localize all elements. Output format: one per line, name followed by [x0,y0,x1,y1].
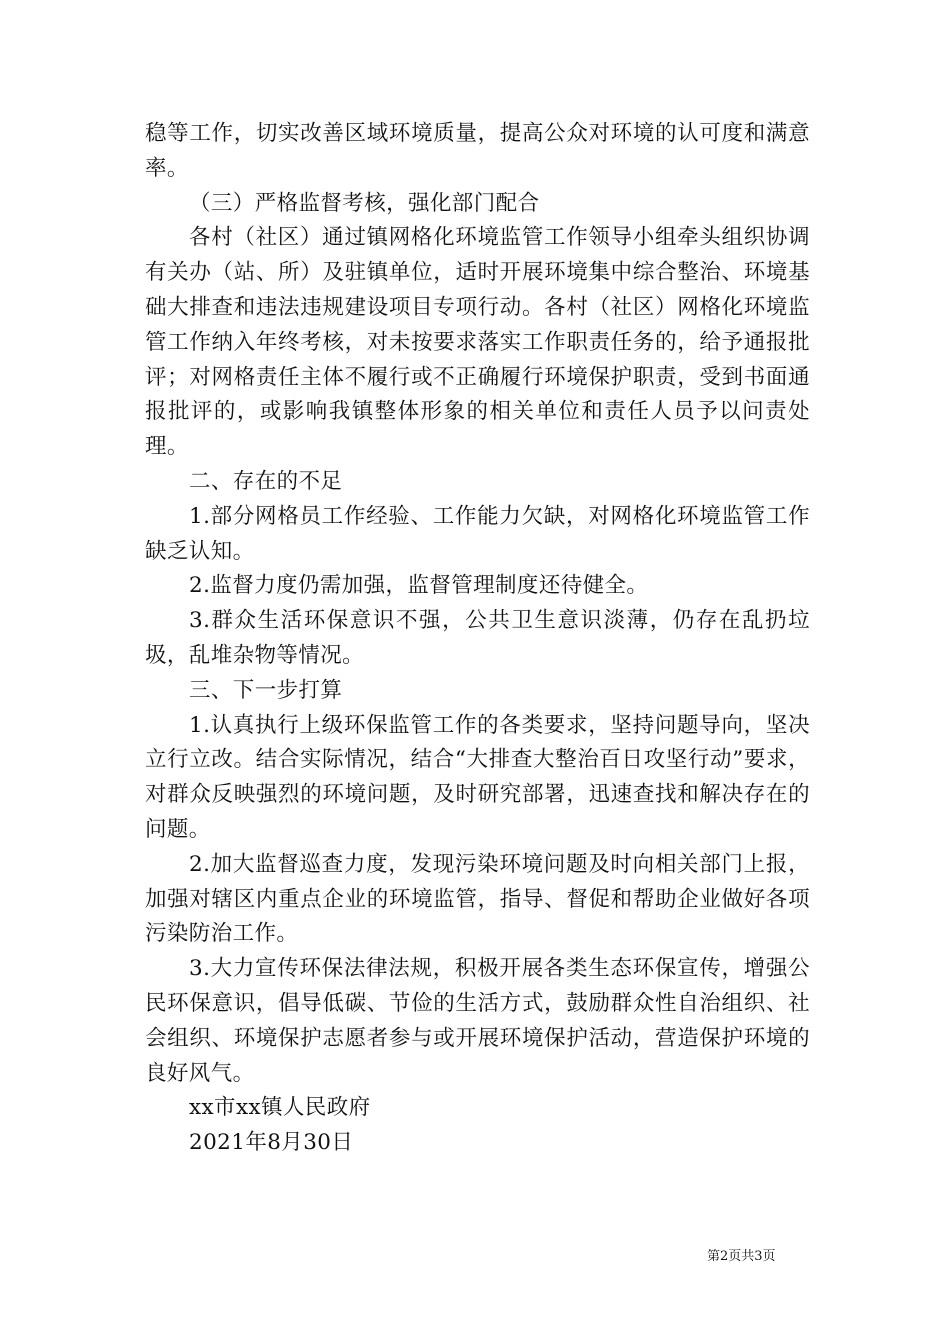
section-heading-shortcomings: 二、存在的不足 [189,468,343,494]
paragraph: 稳等工作，切实改善区域环境质量，提高公众对环境的认可度和满意率。 [145,121,810,181]
section-heading-3: （三）严格监督考核，强化部门配合 [189,190,540,216]
paragraph: 各村（社区）通过镇网格化环境监管工作领导小组牵头组织协调有关办（站、所）及驻镇单位，适时开展环境集中综合整治、环境基础大排查和违法违规建设项目专项行动。各村（社区）网格化环境监管工作纳入年终考核，对未按要求落实工作职责任务的，给予通报批评；对网格责任主体不履行或不正确履行环境保护职责，受到书面通报批评的，或影响我镇整体形象的相关单位和责任人员予以问责处理。 [145,225,810,460]
signature-organization: xx市xx镇人民政府 [189,1095,371,1121]
document-body [145,117,810,1161]
list-item: 3.群众生活环保意识不强，公共卫生意识淡薄，仍存在乱扔垃圾，乱堆杂物等情况。 [145,608,810,668]
list-item: 2.加大监督巡查力度，发现污染环境问题及时向相关部门上报，加强对辖区内重点企业的环境监管，指导、督促和帮助企业做好各项污染防治工作。 [145,851,810,947]
list-item: 1.部分网格员工作经验、工作能力欠缺，对网格化环境监管工作缺乏认知。 [145,503,810,564]
list-item: 3.大力宣传环保法律法规，积极开展各类生态环保宣传，增强公民环保意识，倡导低碳、节俭的生活方式，鼓励群众性自治组织、社会组织、环境保护志愿者参与或开展环境保护活动，营造保护环境的良好风气。 [145,956,810,1086]
list-item: 1.认真执行上级环保监管工作的各类要求，坚持问题导向，坚决立行立改。结合实际情况，结合“大排查大整治百日攻坚行动”要求，对群众反映强烈的环境问题，及时研究部署，迅速查找和解决存在的问题。 [145,712,810,842]
section-heading-next-steps: 三、下一步打算 [189,677,343,703]
list-item: 2.监督力度仍需加强，监督管理制度还待健全。 [189,573,649,599]
signature-date: 2021年8月30日 [189,1130,354,1156]
page-number: 第2页共3页 [707,1249,776,1264]
